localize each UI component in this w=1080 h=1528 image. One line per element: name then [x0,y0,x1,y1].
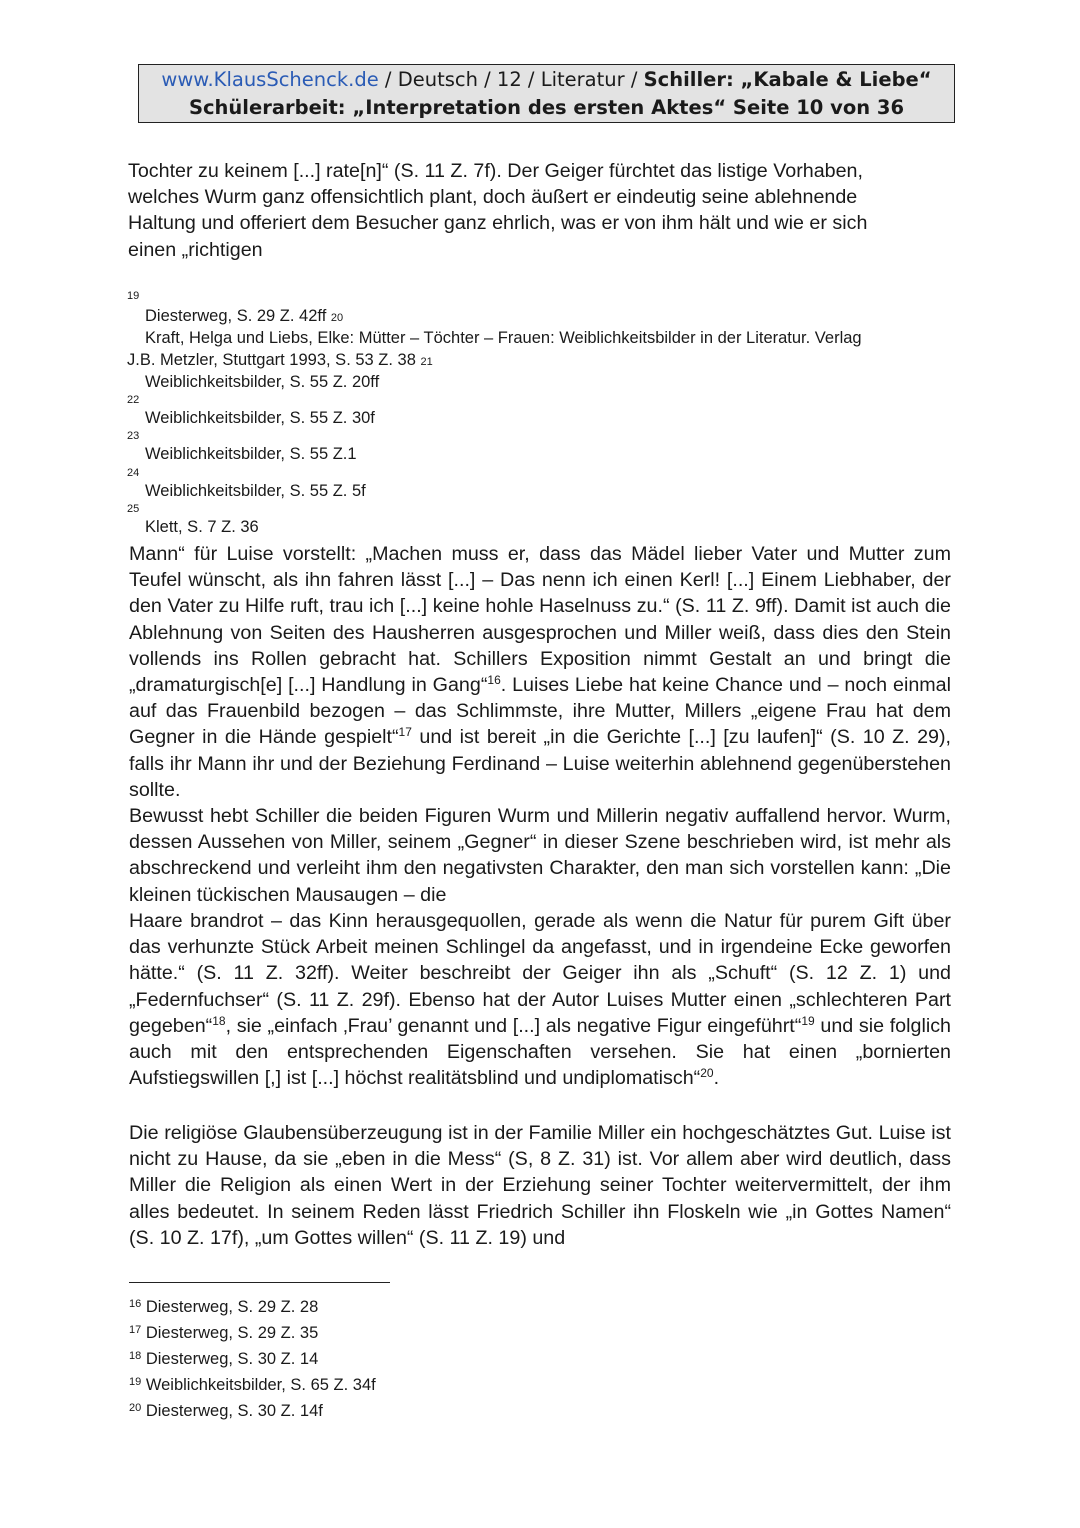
footnote [129,1376,376,1395]
footnote-text: Diesterweg, S. 29 Z. 35 [141,1324,319,1342]
footnote-number: 18 [129,1350,142,1362]
footnote-text: Kraft, Helga und Liebs, Elke: Mütter – Töchter – Frauen: Weiblichkeitsbilder in der Literatur. Verlag [145,329,862,347]
footnote-text: Weiblichkeitsbilder, S. 55 Z.1 [145,445,357,463]
footnote-number: 25 [127,503,140,515]
footnote [129,1350,318,1369]
paragraph-2b [129,908,951,1091]
footnote-text: Weiblichkeitsbilder, S. 55 Z. 20ff [145,373,380,391]
footnote-ref[interactable]: 17 [398,725,412,740]
text-line: Haltung und offeriert dem Besucher ganz ehrlich, was er von ihm hält und wie er sich [128,212,868,235]
footnote-number: 20 [129,1402,142,1414]
footnote-text: Klett, S. 7 Z. 36 [145,518,259,536]
footnote-text: Weiblichkeitsbilder, S. 55 Z. 30f [145,409,375,427]
footnote-text-19: Diesterweg, S. 29 Z. 42ff [145,307,327,325]
header-path: / Deutsch / 12 / Literatur / [378,68,644,91]
footnote-text: Diesterweg, S. 29 Z. 28 [141,1298,319,1316]
footnote-number: 21 [420,356,433,368]
footnote-number: 23 [127,430,140,442]
site-link[interactable]: www.KlausSchenck.de [161,68,379,91]
header-line-2 [139,94,954,122]
text: und sie folglich auch mit den entsprechenden Eigenschaften versehen. Sie hat einen „bornierten Aufstiegswillen [,] ist [...] höchst realitätsblind und undiplomatisch“ [129,1014,951,1090]
text: . Luises Liebe hat keine Chance und – noch einmal auf das Frauenbild bezogen – das Schlimmste, ihre Mutter, Millers „eigene Frau hat dem Gegner in die Hände gespielt“ [129,674,951,749]
footnote-text [127,351,433,370]
header-title: Schiller: „Kabale & Liebe“ [643,68,932,91]
text: Bewusst hebt Schiller die beiden Figuren Wurm und Millerin negativ auffallend hervor. Wurm, dessen Aussehen von Miller, seinem „Gegner“ in dieser Szene beschrieben wird, ist mehr als abschreckend und verleiht ihm den negativsten Charakter, den man sich vorstellen kann: „Die kleinen tückischen Mausaugen – die [129,805,951,906]
footnote-number: 20 [330,312,344,324]
footnote-number: 24 [127,467,140,479]
footnote-divider [129,1282,390,1283]
footnote-text: Diesterweg, S. 30 Z. 14 [141,1350,319,1368]
footnote-number: 19 [129,1376,142,1388]
footnote-number: 22 [127,394,140,406]
footnote-text [145,307,343,326]
text: Die religiöse Glaubensüberzeugung ist in der Familie Miller ein hochgeschätztes Gut. Luise ist nicht zu Hause, da sie „eben in die Mess“ (S, 8 Z. 31) ist. Vor allem aber wird deutlich, dass Miller die Religion als einen Wert in der Erziehung seiner Tochter weitervermittelt, der ihm alles bedeutet. In seinem Reden lässt Friedrich Schiller ihn Floskeln wie „in Gottes Namen“ (S. 10 Z. 17f), „um Gottes willen“ (S. 11 Z. 19) und [129,1122,951,1249]
footnote-ref[interactable]: 16 [487,673,501,688]
text: , sie „einfach ‚Frau’ genannt und [...] als negative Figur eingeführt“ [225,1014,802,1037]
footnote-text: Weiblichkeitsbilder, S. 65 Z. 34f [141,1376,376,1394]
footnote [129,1402,323,1421]
footnote-text: Weiblichkeitsbilder, S. 55 Z. 5f [145,482,366,500]
header-line-1 [139,66,954,94]
footnote-number: 19 [127,290,140,302]
text: Mann“ für Luise vorstellt: „Machen muss er, dass das Mädel lieber Vater und Mutter zum Teufel wünscht, als ihn fahren lässt [...] – Das nenn ich einen Kerl! [...] Einem Liebhaber, der den Vater zu Hilfe ruft, trau ich [...] keine hohle Haselnuss zu.“ (S. 11 Z. 9ff). Damit ist auch die Ablehnung von Seiten des Hausherren ausgesprochen und Miller weiß, dass dies den Stein vollends ins Rollen gebracht hat. Schillers Exposition nimmt Gestalt an und bringt die „dramaturgisch[e] [...] Handlung in Gang“ [129,543,951,697]
footnote-ref[interactable]: 20 [700,1066,714,1081]
text-line: einen „richtigen [128,238,263,261]
paragraph-1 [129,541,951,803]
paragraph-3 [129,1120,951,1251]
paragraph-2a [129,803,951,908]
footnote [129,1324,318,1343]
carryover-text [128,158,958,263]
text: und ist bereit „in die Gerichte [...] [zu laufen]“ (S. 10 Z. 29), falls ihr Mann ihr und der Beziehung Ferdinand – Luise weiterhin ablehnend gegenüberstehen sollte. [129,726,952,801]
text-line: Tochter zu keinem [...] rate[n]“ (S. 11 Z. 7f). Der Geiger fürchtet das listige Vorhaben, [128,160,863,182]
footnote-number: 17 [129,1324,142,1336]
footnote-ref[interactable]: 18 [212,1013,226,1028]
page-header [138,64,955,123]
footnote-text: Diesterweg, S. 30 Z. 14f [141,1402,323,1420]
text-line: welches Wurm ganz offensichtlich plant, doch äußert er eindeutig seine ablehnende [128,186,858,209]
footnote-number: 16 [129,1298,142,1310]
footnote-ref[interactable]: 19 [801,1013,815,1028]
footnote-text-20: J.B. Metzler, Stuttgart 1993, S. 53 Z. 38 [127,351,416,369]
text: . [713,1067,720,1090]
footnote [129,1298,318,1317]
header-subtitle: Schülerarbeit: „Interpretation des ersten Aktes“ Seite 10 von 36 [188,96,905,119]
text: Haare brandrot – das Kinn herausgequollen, gerade als wenn die Natur für purem Gift über das verhunzte Stück Arbeit meinen Schlingel da angefasst, und in irgendeine Ecke geworfen hätte.“ (S. 11 Z. 32ff). Weiter beschreibt der Geiger ihn als „Schuft“ (S. 12 Z. 1) und „Federnfuchser“ (S. 11 Z. 29f). Ebenso hat der Autor Luises Mutter einen „schlechteren Part gegeben“ [129,910,951,1037]
